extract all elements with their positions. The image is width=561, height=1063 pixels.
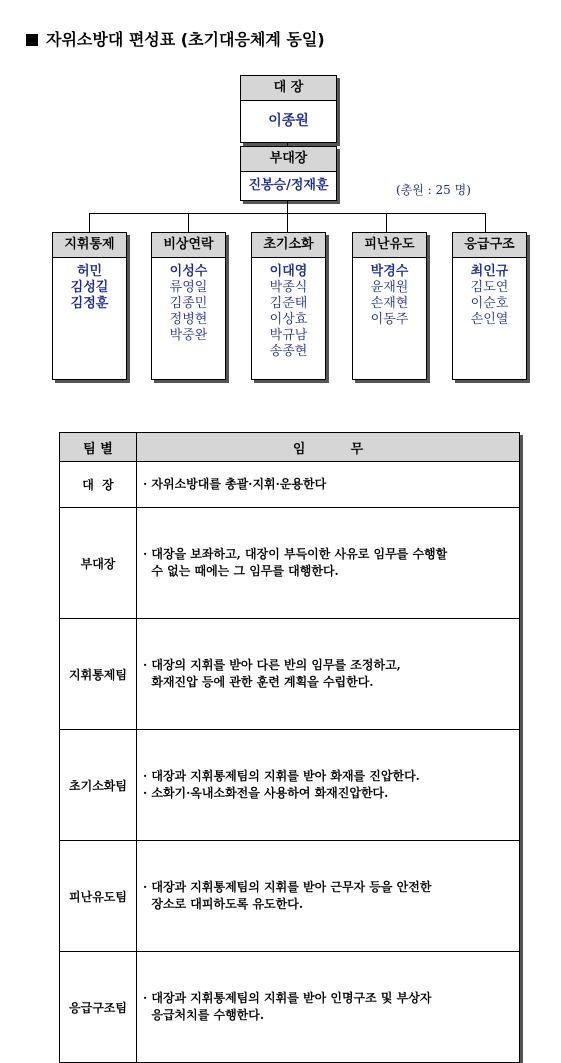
connector-line (485, 213, 486, 232)
leader-box (240, 75, 337, 143)
duty-line: 응급처치를 수행한다. (143, 1008, 265, 1022)
column-header-team: 팀 별 (60, 433, 137, 462)
duty-line: · 대장과 지휘통제팀의 지휘를 받아 인명구조 및 부상자 (143, 991, 432, 1005)
row-duty (137, 730, 520, 841)
team-member: 손재현 (370, 296, 409, 311)
square-bullet-icon (26, 34, 38, 46)
team-member: 박종식 (269, 280, 308, 295)
team-member: 송종현 (269, 344, 308, 359)
team-member: 정병현 (169, 312, 208, 327)
duty-line: · 소화기·옥내소화전을 사용하여 화재진압한다. (143, 786, 389, 800)
team-member: 이순호 (470, 296, 509, 311)
row-team: 초기소화팀 (60, 730, 137, 841)
connector-line (89, 213, 90, 232)
duty-line: · 대장의 지휘를 받아 다른 반의 임무를 조정하고, (143, 658, 401, 672)
team-box (52, 232, 127, 380)
table-row (60, 508, 520, 619)
leader-label: 대 장 (241, 76, 336, 101)
row-duty (137, 619, 520, 730)
team-box (251, 232, 326, 380)
team-name: 초기소화 (252, 233, 325, 258)
team-leader: 최인규 (470, 264, 509, 279)
team-box (452, 232, 527, 380)
team-name: 비상연락 (152, 233, 225, 258)
table-row (60, 462, 520, 508)
row-duty (137, 508, 520, 619)
row-team: 응급구조팀 (60, 952, 137, 1063)
duty-line: · 대장을 보좌하고, 대장이 부득이한 사유로 임무를 수행할 (143, 547, 448, 561)
team-leader: 김정훈 (70, 296, 109, 311)
row-team: 지휘통제팀 (60, 619, 137, 730)
team-name: 응급구조 (453, 233, 526, 258)
table-row (60, 952, 520, 1063)
team-member: 류영일 (169, 280, 208, 295)
row-team: 피난유도팀 (60, 841, 137, 952)
row-team: 부대장 (60, 508, 137, 619)
duty-line: 장소로 대피하도록 유도한다. (143, 897, 303, 911)
table-row (60, 841, 520, 952)
team-leader: 김성길 (70, 280, 109, 295)
connector-line (287, 213, 288, 232)
connector-line (386, 213, 387, 232)
table-row (60, 619, 520, 730)
team-member: 박중완 (169, 328, 208, 343)
leader-name: 이종원 (268, 113, 309, 129)
connector-line (188, 213, 189, 232)
team-member: 김준태 (269, 296, 308, 311)
team-member: 윤재원 (370, 280, 409, 295)
team-member: 박규남 (269, 328, 308, 343)
team-member: 이동주 (370, 312, 409, 327)
table-header-row (60, 433, 520, 462)
total-count: (총원 : 25 명) (396, 183, 471, 197)
team-leader: 박경수 (370, 264, 409, 279)
team-member: 손인열 (470, 312, 509, 327)
row-duty (137, 841, 520, 952)
column-header-duty: 임 무 (137, 433, 520, 462)
team-member: 김도연 (470, 280, 509, 295)
team-leader: 허민 (76, 264, 103, 279)
team-name: 피난유도 (353, 233, 426, 258)
duty-line: 화재진압 등에 관한 훈련 계획을 수립한다. (143, 675, 374, 689)
row-duty (137, 462, 520, 508)
team-box (151, 232, 226, 380)
team-member: 이상효 (269, 312, 308, 327)
deputy-name: 진봉승/정재훈 (248, 178, 329, 193)
duty-table (59, 432, 520, 1063)
deputy-box (240, 146, 337, 201)
row-duty (137, 952, 520, 1063)
duty-line: · 자위소방대를 총괄·지휘·운용한다 (143, 477, 327, 491)
connector-line (287, 200, 288, 213)
team-member: 김종민 (169, 296, 208, 311)
row-team: 대 장 (60, 462, 137, 508)
table-row (60, 730, 520, 841)
page-title-text: 자위소방대 편성표 (초기대응체계 동일) (46, 30, 325, 49)
duty-line: · 대장과 지휘통제팀의 지휘를 받아 화재를 진압한다. (143, 769, 420, 783)
deputy-label: 부대장 (241, 147, 336, 172)
team-leader: 이성수 (169, 264, 208, 279)
page-title (26, 27, 325, 50)
duty-line: · 대장과 지휘통제팀의 지휘를 받아 근무자 등을 안전한 (143, 880, 432, 894)
team-leader: 이대영 (269, 264, 308, 279)
duty-line: 수 없는 때에는 그 임무를 대행한다. (143, 564, 339, 578)
team-name: 지휘통제 (53, 233, 126, 258)
team-box (352, 232, 427, 380)
